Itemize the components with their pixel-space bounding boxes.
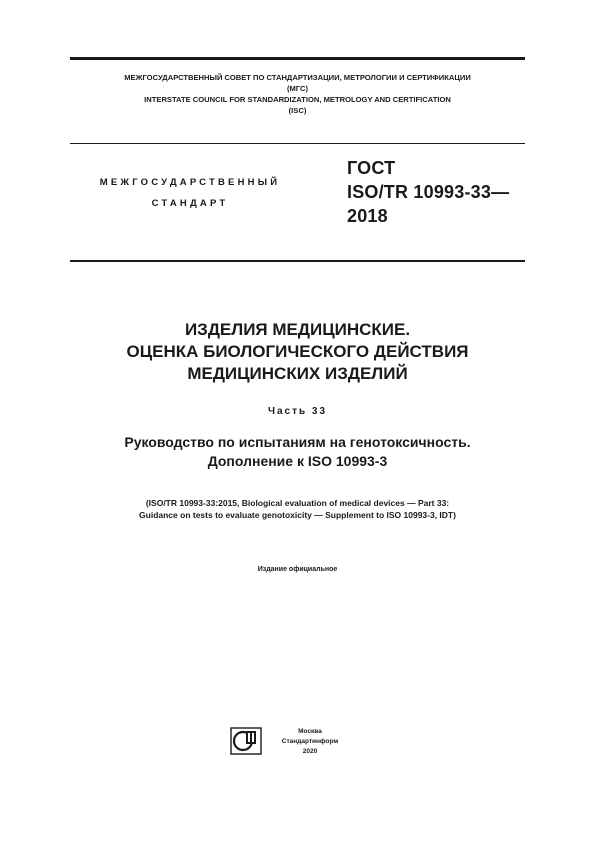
document-subtitle — [70, 433, 525, 471]
bottom-rule — [70, 260, 525, 262]
english-title-line2: Guidance on tests to evaluate genotoxicity — Supplement to ISO 10993-3, IDT) — [139, 510, 456, 520]
council-ru-abbr: (МГС) — [286, 84, 309, 93]
publisher-year: 2020 — [302, 748, 318, 755]
standard-type — [60, 172, 320, 214]
council-en-name: INTERSTATE COUNCIL FOR STANDARDIZATION, METROLOGY AND CERTIFICATION — [144, 95, 451, 104]
document-title — [70, 319, 525, 385]
designation-line2: ISO/TR 10993-33— — [347, 182, 510, 202]
council-header — [70, 72, 525, 116]
publisher-info — [270, 727, 350, 757]
publisher-city: Москва — [298, 728, 322, 735]
publisher-name: Стандартинформ — [281, 738, 339, 745]
subtitle-line1: Руководство по испытаниям на генотоксичность. — [124, 434, 471, 450]
title-line1: ИЗДЕЛИЯ МЕДИЦИНСКИЕ. — [184, 320, 411, 339]
english-title — [60, 497, 535, 521]
middle-rule — [70, 143, 525, 144]
title-line2: ОЦЕНКА БИОЛОГИЧЕСКОГО ДЕЙСТВИЯ — [126, 342, 469, 361]
designation-line1: ГОСТ — [347, 158, 396, 178]
subtitle-line2: Дополнение к ISO 10993-3 — [207, 453, 388, 469]
council-ru-name: МЕЖГОСУДАРСТВЕННЫЙ СОВЕТ ПО СТАНДАРТИЗАЦИИ, МЕТРОЛОГИИ И СЕРТИФИКАЦИИ — [124, 73, 471, 82]
official-edition: Издание официальное — [257, 566, 338, 573]
standard-type-line2: СТАНДАРТ — [151, 198, 229, 209]
title-line3: МЕДИЦИНСКИХ ИЗДЕЛИЙ — [187, 364, 408, 383]
top-rule — [70, 57, 525, 60]
designation-line3: 2018 — [347, 206, 388, 226]
part-number: Часть 33 — [267, 406, 328, 417]
standartinform-logo-icon — [230, 727, 262, 755]
standard-type-line1: МЕЖГОСУДАРСТВЕННЫЙ — [99, 177, 281, 188]
standard-designation — [347, 156, 509, 228]
english-title-line1: (ISO/TR 10993-33:2015, Biological evaluation of medical devices — Part 33: — [145, 498, 450, 508]
council-en-abbr: (ISC) — [288, 106, 307, 115]
